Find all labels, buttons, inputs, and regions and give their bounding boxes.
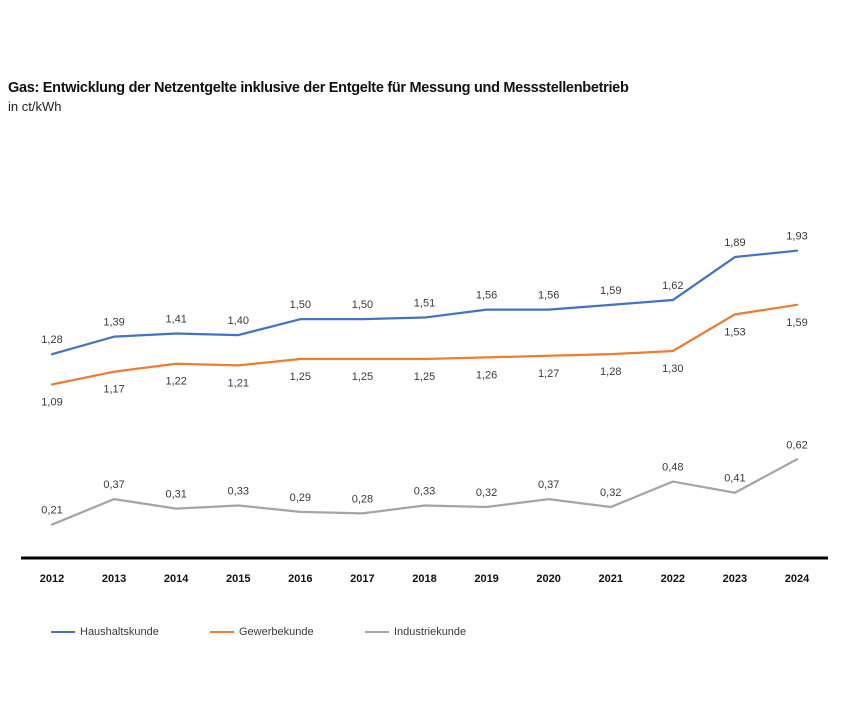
data-label-haushaltskunde-2017: 1,50 <box>351 299 374 312</box>
x-axis-label: 2023 <box>722 573 748 585</box>
data-label-gewerbekunde-2022: 1,30 <box>662 363 684 375</box>
data-label-industriekunde-2024: 0,62 <box>786 439 808 452</box>
data-label-haushaltskunde-2014: 1,41 <box>165 313 187 326</box>
data-label-haushaltskunde-2018: 1,51 <box>413 297 436 310</box>
data-label-gewerbekunde-2024: 1,59 <box>786 316 808 329</box>
data-label-haushaltskunde-2012: 1,28 <box>41 334 63 347</box>
data-label-industriekunde-2023: 0,41 <box>724 472 746 485</box>
data-label-gewerbekunde-2017: 1,25 <box>351 370 374 383</box>
data-label-haushaltskunde-2020: 1,56 <box>537 289 560 302</box>
x-axis-label: 2019 <box>474 573 499 585</box>
data-label-gewerbekunde-2023: 1,53 <box>724 326 746 339</box>
data-label-gewerbekunde-2013: 1,17 <box>103 383 125 396</box>
data-label-gewerbekunde-2018: 1,25 <box>413 370 436 383</box>
data-label-industriekunde-2014: 0,31 <box>165 488 187 501</box>
data-label-industriekunde-2013: 0,37 <box>103 479 125 492</box>
x-axis-label: 2016 <box>288 573 313 585</box>
data-label-haushaltskunde-2019: 1,56 <box>475 289 498 302</box>
chart-title: Gas: Entwicklung der Netzentgelte inklusive der Entgelte für Messung und Messstellenbetrieb <box>8 80 629 96</box>
data-label-gewerbekunde-2016: 1,25 <box>289 370 312 383</box>
data-label-industriekunde-2012: 0,21 <box>41 504 63 517</box>
data-label-gewerbekunde-2019: 1,26 <box>475 369 498 382</box>
x-axis-label: 2021 <box>598 573 623 585</box>
data-label-haushaltskunde-2024: 1,93 <box>786 230 808 243</box>
x-axis-label: 2015 <box>226 573 251 585</box>
data-label-haushaltskunde-2021: 1,59 <box>600 284 622 297</box>
data-label-industriekunde-2017: 0,28 <box>351 493 374 506</box>
data-label-haushaltskunde-2016: 1,50 <box>289 299 312 312</box>
x-axis-label: 2018 <box>412 573 437 585</box>
data-label-gewerbekunde-2012: 1,09 <box>41 396 63 409</box>
data-label-industriekunde-2021: 0,32 <box>600 487 622 500</box>
data-label-industriekunde-2022: 0,48 <box>662 461 684 474</box>
data-label-haushaltskunde-2013: 1,39 <box>103 316 125 329</box>
data-label-industriekunde-2020: 0,37 <box>537 479 560 492</box>
data-label-industriekunde-2018: 0,33 <box>413 485 436 498</box>
data-label-gewerbekunde-2020: 1,27 <box>537 367 560 380</box>
data-label-gewerbekunde-2015: 1,21 <box>227 377 249 390</box>
x-axis-label: 2014 <box>163 573 189 585</box>
legend-label: Haushaltskunde <box>80 626 159 638</box>
data-label-industriekunde-2019: 0,32 <box>475 487 498 500</box>
data-label-haushaltskunde-2015: 1,40 <box>227 315 249 328</box>
x-axis-label: 2024 <box>784 573 810 585</box>
legend-label: Gewerbekunde <box>239 626 314 638</box>
chart-subtitle: in ct/kWh <box>8 99 62 114</box>
data-label-haushaltskunde-2022: 1,62 <box>662 280 684 293</box>
x-axis-label: 2013 <box>101 573 127 585</box>
data-label-gewerbekunde-2014: 1,22 <box>165 375 187 388</box>
x-axis-label: 2012 <box>39 573 65 585</box>
x-axis-label: 2017 <box>350 573 375 585</box>
legend-label: Industriekunde <box>394 626 467 638</box>
data-label-industriekunde-2015: 0,33 <box>227 485 249 498</box>
data-label-industriekunde-2016: 0,29 <box>289 491 312 504</box>
x-axis-label: 2020 <box>536 573 561 585</box>
data-label-gewerbekunde-2021: 1,28 <box>600 366 622 379</box>
data-label-haushaltskunde-2023: 1,89 <box>724 237 746 250</box>
x-axis-label: 2022 <box>660 573 686 585</box>
